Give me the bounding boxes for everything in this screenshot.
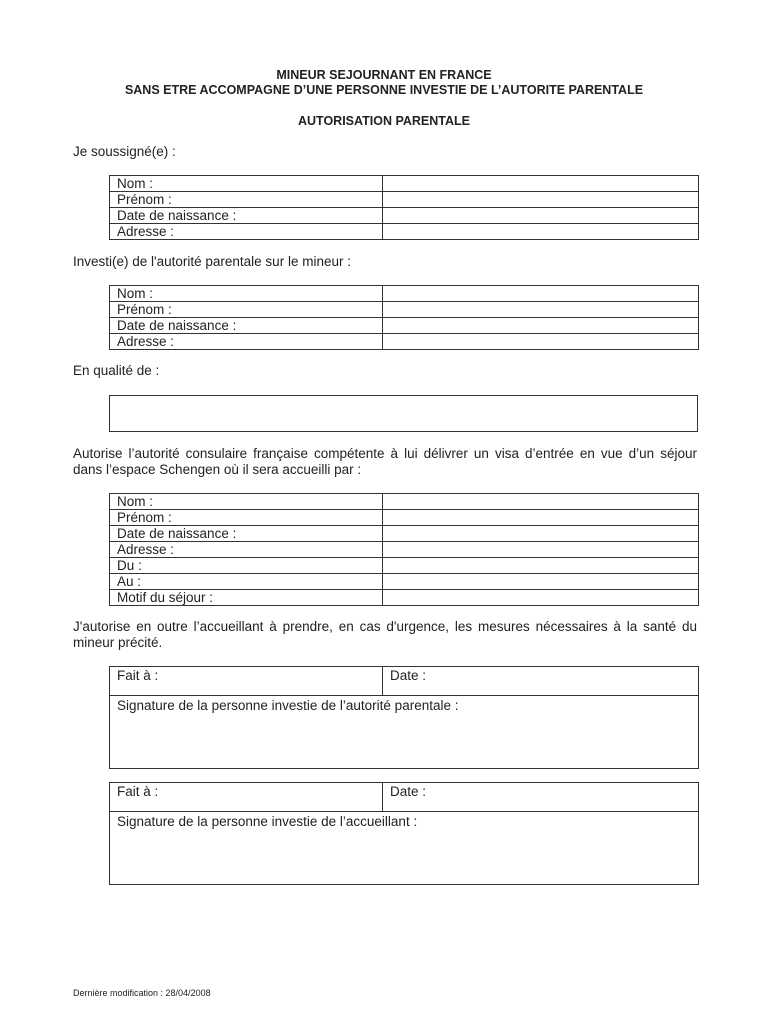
section2-intro: Investi(e) de l'autorité parentale sur le mineur : — [73, 254, 351, 269]
section1-intro: Je soussigné(e) : — [73, 144, 176, 159]
fait-a-field[interactable] — [110, 783, 383, 812]
section3-intro: En qualité de : — [73, 363, 160, 378]
row-value-field[interactable] — [383, 574, 699, 590]
minor-identity-table — [109, 285, 699, 350]
row-value-field[interactable] — [383, 590, 699, 606]
row-value-field[interactable] — [383, 510, 699, 526]
row-label: Date de naissance : — [110, 208, 383, 224]
row-value-field[interactable] — [383, 334, 699, 350]
row-value-field[interactable] — [383, 208, 699, 224]
table-row — [110, 334, 699, 350]
table-row — [110, 590, 699, 606]
table-row — [110, 224, 699, 240]
signature-label: Signature de la personne investie de l’autorité parentale : — [117, 698, 459, 713]
row-label: Du : — [110, 558, 383, 574]
table-row — [110, 558, 699, 574]
row-label: Motif du séjour : — [110, 590, 383, 606]
date-label: Date : — [390, 784, 427, 799]
document-header-line1: MINEUR SEJOURNANT EN FRANCE — [276, 68, 492, 82]
signature-block-parent — [109, 666, 699, 769]
table-row — [110, 510, 699, 526]
fait-a-field[interactable] — [110, 667, 383, 696]
signature-block-host — [109, 782, 699, 885]
signature-field[interactable] — [110, 812, 699, 885]
row-label: Adresse : — [110, 334, 383, 350]
date-field[interactable] — [383, 783, 699, 812]
quality-field[interactable] — [109, 395, 698, 432]
row-value-field[interactable] — [383, 494, 699, 510]
table-row — [110, 192, 699, 208]
row-label: Au : — [110, 574, 383, 590]
table-row — [110, 208, 699, 224]
row-label: Nom : — [110, 176, 383, 192]
row-label: Prénom : — [110, 302, 383, 318]
row-value-field[interactable] — [383, 302, 699, 318]
signatory-identity-table — [109, 175, 699, 240]
table-row — [110, 542, 699, 558]
table-row — [110, 526, 699, 542]
table-row — [110, 494, 699, 510]
date-label: Date : — [390, 668, 427, 683]
row-value-field[interactable] — [383, 224, 699, 240]
document-header-line2: SANS ETRE ACCOMPAGNE D’UNE PERSONNE INVESTIE DE L’AUTORITE PARENTALE — [124, 83, 644, 97]
section5-intro: J'autorise en outre l’accueillant à prendre, en cas d'urgence, les mesures nécessaires à la santé du mineur précité. — [73, 619, 697, 650]
table-row — [110, 574, 699, 590]
row-label: Date de naissance : — [110, 526, 383, 542]
table-row — [110, 302, 699, 318]
signature-label: Signature de la personne investie de l’accueillant : — [117, 814, 418, 829]
row-label: Adresse : — [110, 542, 383, 558]
date-field[interactable] — [383, 667, 699, 696]
last-modified-note: Dernière modification : 28/04/2008 — [73, 988, 211, 998]
row-label: Prénom : — [110, 192, 383, 208]
row-label: Nom : — [110, 494, 383, 510]
signature-field[interactable] — [110, 696, 699, 769]
row-value-field[interactable] — [383, 542, 699, 558]
row-value-field[interactable] — [383, 526, 699, 542]
row-value-field[interactable] — [383, 558, 699, 574]
row-label: Adresse : — [110, 224, 383, 240]
row-label: Date de naissance : — [110, 318, 383, 334]
row-label: Nom : — [110, 286, 383, 302]
section4-intro: Autorise l’autorité consulaire française compétente à lui délivrer un visa d’entrée en vue d’un séjour dans l’espace Schengen où il sera accueilli par : — [73, 446, 697, 477]
host-identity-table — [109, 493, 699, 606]
row-value-field[interactable] — [383, 176, 699, 192]
row-value-field[interactable] — [383, 286, 699, 302]
fait-a-label: Fait à : — [117, 784, 159, 799]
table-row — [110, 176, 699, 192]
table-row — [110, 318, 699, 334]
row-value-field[interactable] — [383, 318, 699, 334]
row-value-field[interactable] — [383, 192, 699, 208]
row-label: Prénom : — [110, 510, 383, 526]
fait-a-label: Fait à : — [117, 668, 159, 683]
document-title: AUTORISATION PARENTALE — [298, 114, 470, 128]
table-row — [110, 286, 699, 302]
